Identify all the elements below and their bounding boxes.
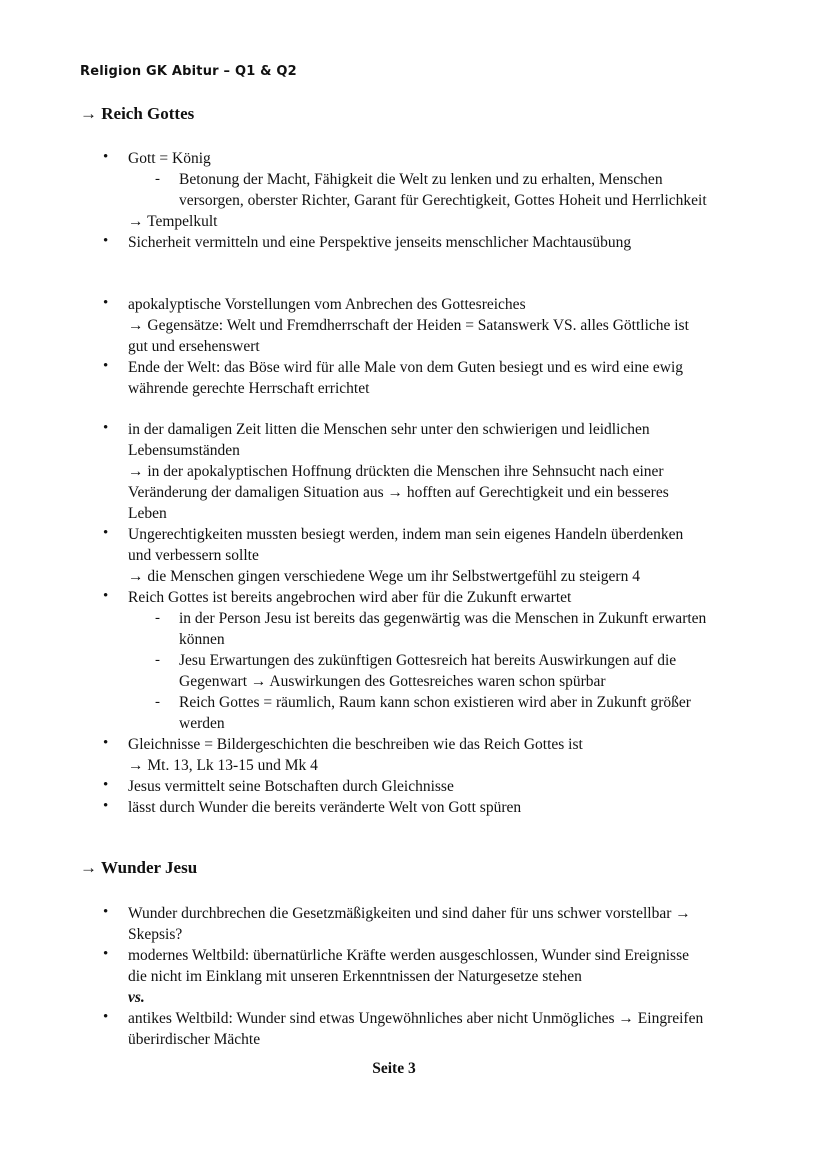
list-item: apokalyptische Vorstellungen vom Anbrechen des Gottesreiches (128, 296, 526, 313)
bullet-icon: • (103, 358, 109, 374)
list-item: Jesus vermittelt seine Botschaften durch Gleichnisse (128, 778, 454, 795)
list-item: Gleichnisse = Bildergeschichten die beschreiben wie das Reich Gottes ist (128, 736, 583, 753)
bullet-icon: • (103, 798, 109, 814)
list-item: Gegenwart → Auswirkungen des Gottesreiches waren schon spürbar (179, 673, 606, 690)
dash-icon: - (155, 652, 160, 668)
list-item: modernes Weltbild: übernatürliche Kräfte werden ausgeschlossen, Wunder sind Ereignisse (128, 947, 689, 964)
bullet-icon: • (103, 777, 109, 793)
section-heading-wunder-jesu: → Wunder Jesu (80, 858, 198, 877)
list-item: währende gerechte Herrschaft errichtet (128, 380, 370, 397)
dash-icon: - (155, 610, 160, 626)
list-item: werden (179, 715, 225, 732)
list-item: Sicherheit vermitteln und eine Perspektive jenseits menschlicher Machtausübung (128, 234, 632, 251)
list-item: in der Person Jesu ist bereits das gegenwärtig was die Menschen in Zukunft erwarten (179, 610, 707, 627)
bullet-icon: • (103, 420, 109, 436)
list-item: → in der apokalyptischen Hoffnung drückten die Menschen ihre Sehnsucht nach einer (128, 463, 664, 480)
bullet-icon: • (103, 1009, 109, 1025)
list-item: gut und ersehenswert (128, 338, 260, 355)
list-item: Ungerechtigkeiten mussten besiegt werden, indem man sein eigenes Handeln überdenken (128, 526, 684, 543)
list-item: die nicht im Einklang mit unseren Erkenntnissen der Naturgesetze stehen (128, 968, 582, 985)
list-item: Wunder durchbrechen die Gesetzmäßigkeiten und sind daher für uns schwer vorstellbar → (128, 905, 691, 922)
list-item: Reich Gottes ist bereits angebrochen wird aber für die Zukunft erwartet (128, 589, 572, 606)
bullet-icon: • (103, 946, 109, 962)
list-item: können (179, 631, 225, 648)
list-item: Veränderung der damaligen Situation aus → hofften auf Gerechtigkeit und ein besseres (128, 484, 669, 501)
list-item: → die Menschen gingen verschiedene Wege um ihr Selbstwertgefühl zu steigern 4 (128, 568, 640, 585)
list-item: vs. (128, 989, 145, 1006)
list-item: Lebensumständen (128, 442, 240, 459)
bullet-icon: • (103, 904, 109, 920)
list-item: → Gegensätze: Welt und Fremdherrschaft der Heiden = Satanswerk VS. alles Göttliche ist (128, 317, 689, 334)
list-item: Leben (128, 505, 167, 522)
dash-icon: - (155, 171, 160, 187)
list-item: überirdischer Mächte (128, 1031, 261, 1048)
list-item: in der damaligen Zeit litten die Menschen sehr unter den schwierigen und leidlichen (128, 421, 650, 438)
dash-icon: - (155, 694, 160, 710)
bullet-icon: • (103, 525, 109, 541)
list-item: Ende der Welt: das Böse wird für alle Male von dem Guten besiegt und es wird eine ewig (128, 359, 684, 376)
page-number: Seite 3 (372, 1060, 416, 1077)
list-item: Reich Gottes = räumlich, Raum kann schon existieren wird aber in Zukunft größer (179, 694, 691, 711)
list-item: antikes Weltbild: Wunder sind etwas Ungewöhnliches aber nicht Unmögliches → Eingreifen (128, 1010, 704, 1027)
list-item: Skepsis? (128, 926, 183, 943)
list-item: Betonung der Macht, Fähigkeit die Welt zu lenken und zu erhalten, Menschen (179, 171, 663, 188)
list-item: versorgen, oberster Richter, Garant für Gerechtigkeit, Gottes Hoheit und Herrlichkeit (179, 192, 707, 209)
bullet-icon: • (103, 233, 109, 249)
list-item: lässt durch Wunder die bereits veränderte Welt von Gott spüren (128, 799, 522, 816)
list-item: → Mt. 13, Lk 13-15 und Mk 4 (128, 757, 318, 774)
bullet-icon: • (103, 149, 109, 165)
list-item: Gott = König (128, 150, 211, 167)
list-item: Jesu Erwartungen des zukünftigen Gottesreich hat bereits Auswirkungen auf die (179, 652, 677, 669)
bullet-icon: • (103, 588, 109, 604)
bullet-icon: • (103, 735, 109, 751)
section-heading-reich-gottes: → Reich Gottes (80, 104, 195, 123)
bullet-icon: • (103, 295, 109, 311)
document-header: Religion GK Abitur – Q1 & Q2 (80, 64, 297, 79)
list-item: → Tempelkult (128, 213, 218, 230)
list-item: und verbessern sollte (128, 547, 259, 564)
